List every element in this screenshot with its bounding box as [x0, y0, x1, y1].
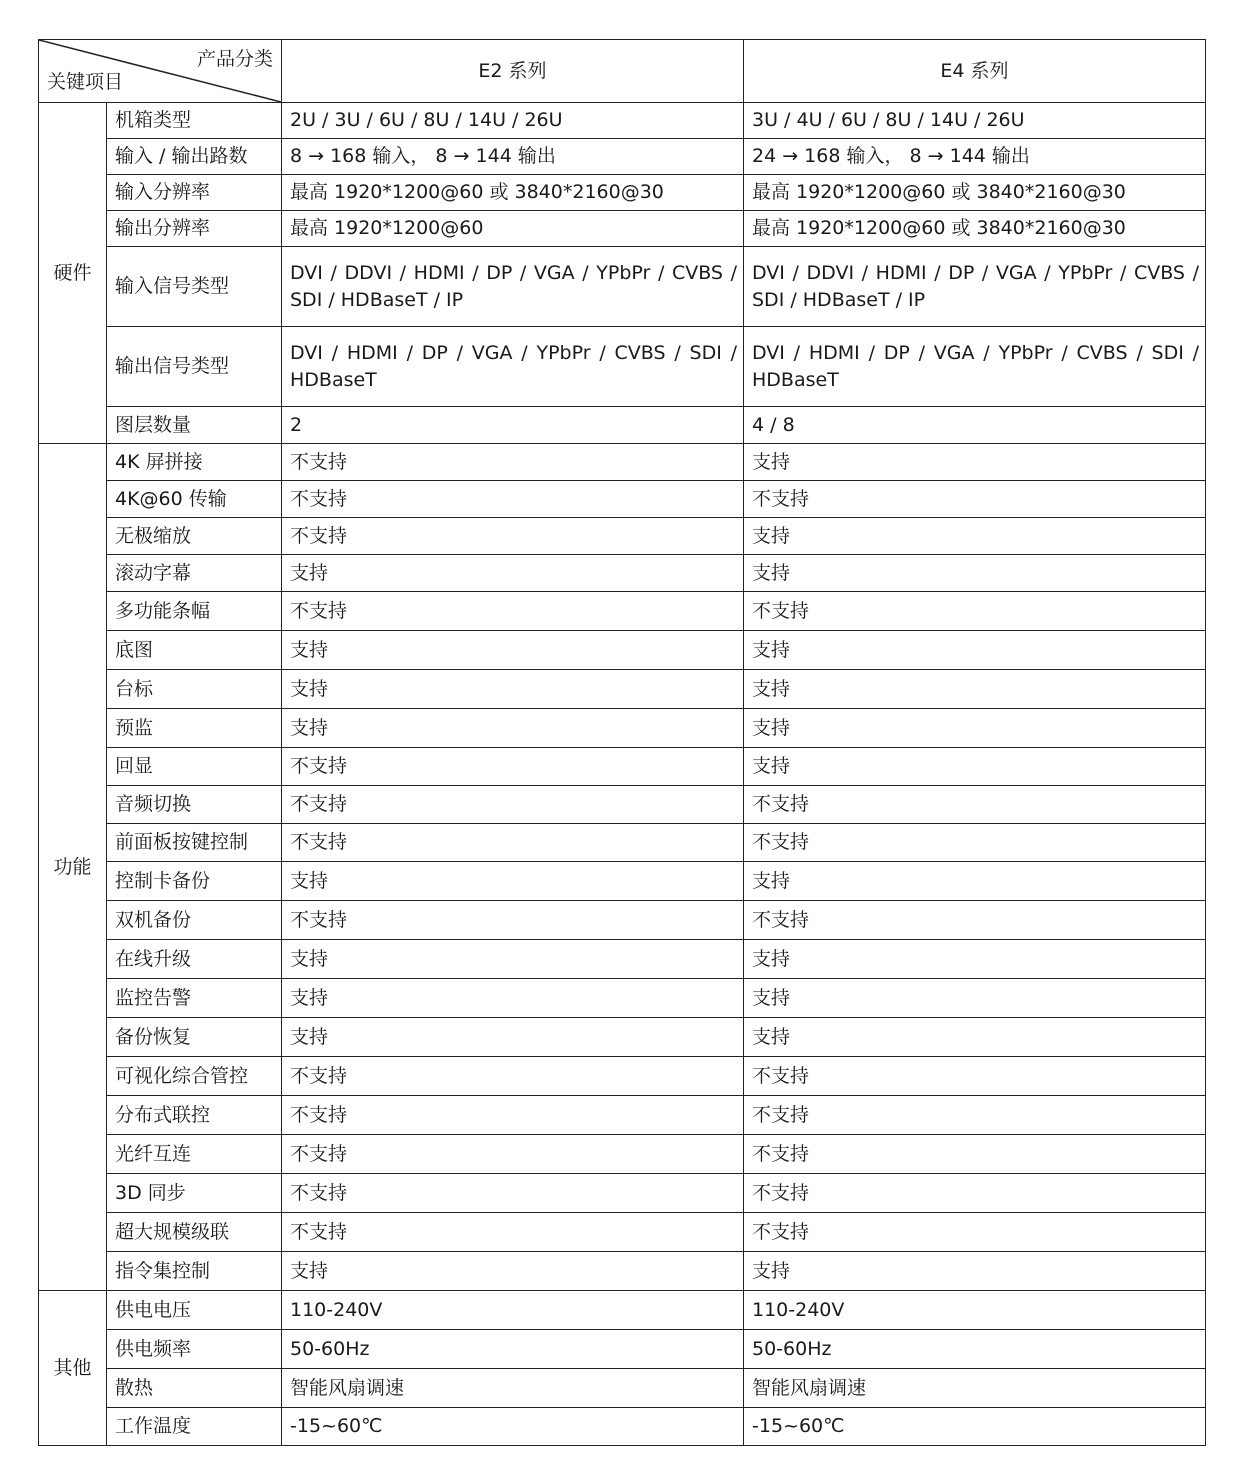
item-name-cell: 供电电压 — [107, 1291, 282, 1330]
item-name-cell: 光纤互连 — [107, 1135, 282, 1174]
table-row — [39, 1018, 1206, 1057]
e2-value-cell: 不支持 — [282, 824, 744, 862]
table-row — [39, 862, 1206, 901]
e4-value-cell: 支持 — [744, 940, 1206, 979]
column-header-e4: E4 系列 — [744, 40, 1206, 103]
e2-value-cell: 智能风扇调速 — [282, 1369, 744, 1408]
e4-value-cell: 24 → 168 输入， 8 → 144 输出 — [744, 139, 1206, 175]
table-row — [39, 1174, 1206, 1213]
table-row — [39, 103, 1206, 139]
e4-value-cell: 支持 — [744, 748, 1206, 786]
table-row — [39, 555, 1206, 592]
e2-value-cell: 支持 — [282, 1018, 744, 1057]
e4-value-cell: 智能风扇调速 — [744, 1369, 1206, 1408]
e4-value-cell: 不支持 — [744, 481, 1206, 518]
table-row — [39, 481, 1206, 518]
item-name-cell: 3D 同步 — [107, 1174, 282, 1213]
e4-value-cell: 不支持 — [744, 592, 1206, 631]
table-row — [39, 407, 1206, 444]
item-name-cell: 机箱类型 — [107, 103, 282, 139]
item-name-cell: 指令集控制 — [107, 1252, 282, 1291]
item-name-cell: 台标 — [107, 670, 282, 709]
item-name-cell: 输入信号类型 — [107, 247, 282, 327]
e2-value-cell: 不支持 — [282, 786, 744, 824]
item-name-cell: 4K@60 传输 — [107, 481, 282, 518]
table-row — [39, 824, 1206, 862]
item-name-cell: 备份恢复 — [107, 1018, 282, 1057]
e4-value-cell: 支持 — [744, 670, 1206, 709]
header-corner — [39, 40, 282, 103]
e2-value-cell: 50-60Hz — [282, 1330, 744, 1369]
item-name-cell: 4K 屏拼接 — [107, 444, 282, 481]
e2-value-cell: 不支持 — [282, 1213, 744, 1252]
item-name-cell: 输入分辨率 — [107, 175, 282, 211]
e4-value-cell: 支持 — [744, 709, 1206, 748]
e4-value-cell: 最高 1920*1200@60 或 3840*2160@30 — [744, 211, 1206, 247]
table-row — [39, 901, 1206, 940]
item-name-cell: 回显 — [107, 748, 282, 786]
table-row — [39, 1252, 1206, 1291]
e2-value-cell: 不支持 — [282, 1174, 744, 1213]
e2-value-cell: 支持 — [282, 709, 744, 748]
spec-table — [38, 39, 1206, 1446]
table-row — [39, 1408, 1206, 1446]
e4-value-cell: 支持 — [744, 862, 1206, 901]
e4-value-cell: DVI / HDMI / DP / VGA / YPbPr / CVBS / SDI / HDBaseT — [744, 327, 1206, 407]
item-name-cell: 多功能条幅 — [107, 592, 282, 631]
e4-value-cell: 4 / 8 — [744, 407, 1206, 444]
header-row — [39, 40, 1206, 103]
e2-value-cell: 最高 1920*1200@60 — [282, 211, 744, 247]
e4-value-cell: 支持 — [744, 631, 1206, 670]
e2-value-cell: 不支持 — [282, 481, 744, 518]
item-name-cell: 控制卡备份 — [107, 862, 282, 901]
group-function: 功能 — [39, 444, 107, 1291]
e2-value-cell: 支持 — [282, 1252, 744, 1291]
group-hardware: 硬件 — [39, 103, 107, 444]
table-row — [39, 748, 1206, 786]
item-name-cell: 无极缩放 — [107, 518, 282, 555]
e2-value-cell: 支持 — [282, 979, 744, 1018]
e2-value-cell: 2U / 3U / 6U / 8U / 14U / 26U — [282, 103, 744, 139]
table-row — [39, 1213, 1206, 1252]
e2-value-cell: DVI / HDMI / DP / VGA / YPbPr / CVBS / SDI / HDBaseT — [282, 327, 744, 407]
e4-value-cell: 110-240V — [744, 1291, 1206, 1330]
e4-value-cell: 支持 — [744, 1018, 1206, 1057]
e2-value-cell: 8 → 168 输入， 8 → 144 输出 — [282, 139, 744, 175]
table-row — [39, 786, 1206, 824]
e4-value-cell: 最高 1920*1200@60 或 3840*2160@30 — [744, 175, 1206, 211]
table-row — [39, 1369, 1206, 1408]
table-row — [39, 1135, 1206, 1174]
table-row — [39, 940, 1206, 979]
e2-value-cell: 支持 — [282, 631, 744, 670]
table-row — [39, 1291, 1206, 1330]
table-row — [39, 1057, 1206, 1096]
table-row — [39, 670, 1206, 709]
item-name-cell: 音频切换 — [107, 786, 282, 824]
e4-value-cell: -15~60℃ — [744, 1408, 1206, 1446]
e2-value-cell: 不支持 — [282, 748, 744, 786]
item-name-cell: 在线升级 — [107, 940, 282, 979]
e2-value-cell: 不支持 — [282, 1096, 744, 1135]
e4-value-cell: 不支持 — [744, 1135, 1206, 1174]
e2-value-cell: DVI / DDVI / HDMI / DP / VGA / YPbPr / CVBS / SDI / HDBaseT / IP — [282, 247, 744, 327]
e4-value-cell: 不支持 — [744, 1096, 1206, 1135]
e4-value-cell: 不支持 — [744, 901, 1206, 940]
group-other: 其他 — [39, 1291, 107, 1446]
table-row — [39, 979, 1206, 1018]
table-row — [39, 247, 1206, 327]
item-name-cell: 输入 / 输出路数 — [107, 139, 282, 175]
table-row — [39, 592, 1206, 631]
item-name-cell: 分布式联控 — [107, 1096, 282, 1135]
e2-value-cell: 不支持 — [282, 1057, 744, 1096]
table-row — [39, 518, 1206, 555]
table-row — [39, 1330, 1206, 1369]
e2-value-cell: 支持 — [282, 940, 744, 979]
table-row — [39, 175, 1206, 211]
item-name-cell: 底图 — [107, 631, 282, 670]
e4-value-cell: 支持 — [744, 444, 1206, 481]
table-row — [39, 709, 1206, 748]
item-name-cell: 可视化综合管控 — [107, 1057, 282, 1096]
e4-value-cell: 支持 — [744, 979, 1206, 1018]
e4-value-cell: DVI / DDVI / HDMI / DP / VGA / YPbPr / CVBS / SDI / HDBaseT / IP — [744, 247, 1206, 327]
e2-value-cell: 不支持 — [282, 901, 744, 940]
category-label: 产品分类 — [196, 48, 273, 70]
e4-value-cell: 支持 — [744, 555, 1206, 592]
e2-value-cell: 110-240V — [282, 1291, 744, 1330]
table-row — [39, 444, 1206, 481]
e2-value-cell: -15~60℃ — [282, 1408, 744, 1446]
item-name-cell: 输出信号类型 — [107, 327, 282, 407]
e4-value-cell: 不支持 — [744, 1174, 1206, 1213]
table-row — [39, 211, 1206, 247]
item-name-cell: 供电频率 — [107, 1330, 282, 1369]
e4-value-cell: 3U / 4U / 6U / 8U / 14U / 26U — [744, 103, 1206, 139]
item-name-cell: 监控告警 — [107, 979, 282, 1018]
item-name-cell: 超大规模级联 — [107, 1213, 282, 1252]
e2-value-cell: 不支持 — [282, 518, 744, 555]
item-name-cell: 图层数量 — [107, 407, 282, 444]
item-name-cell: 前面板按键控制 — [107, 824, 282, 862]
e2-value-cell: 支持 — [282, 862, 744, 901]
e2-value-cell: 不支持 — [282, 592, 744, 631]
item-name-cell: 输出分辨率 — [107, 211, 282, 247]
e4-value-cell: 不支持 — [744, 1213, 1206, 1252]
e2-value-cell: 不支持 — [282, 1135, 744, 1174]
item-name-cell: 双机备份 — [107, 901, 282, 940]
table-row — [39, 327, 1206, 407]
e4-value-cell: 不支持 — [744, 1057, 1206, 1096]
e2-value-cell: 支持 — [282, 670, 744, 709]
table-row — [39, 139, 1206, 175]
item-name-cell: 预监 — [107, 709, 282, 748]
e4-value-cell: 50-60Hz — [744, 1330, 1206, 1369]
e2-value-cell: 2 — [282, 407, 744, 444]
e2-value-cell: 不支持 — [282, 444, 744, 481]
item-name-cell: 滚动字幕 — [107, 555, 282, 592]
e4-value-cell: 支持 — [744, 518, 1206, 555]
e4-value-cell: 不支持 — [744, 786, 1206, 824]
table-row — [39, 631, 1206, 670]
item-name-cell: 散热 — [107, 1369, 282, 1408]
key-item-label: 关键项目 — [47, 71, 124, 93]
column-header-e2: E2 系列 — [282, 40, 744, 103]
item-name-cell: 工作温度 — [107, 1408, 282, 1446]
e2-value-cell: 最高 1920*1200@60 或 3840*2160@30 — [282, 175, 744, 211]
e4-value-cell: 支持 — [744, 1252, 1206, 1291]
e4-value-cell: 不支持 — [744, 824, 1206, 862]
table-row — [39, 1096, 1206, 1135]
e2-value-cell: 支持 — [282, 555, 744, 592]
